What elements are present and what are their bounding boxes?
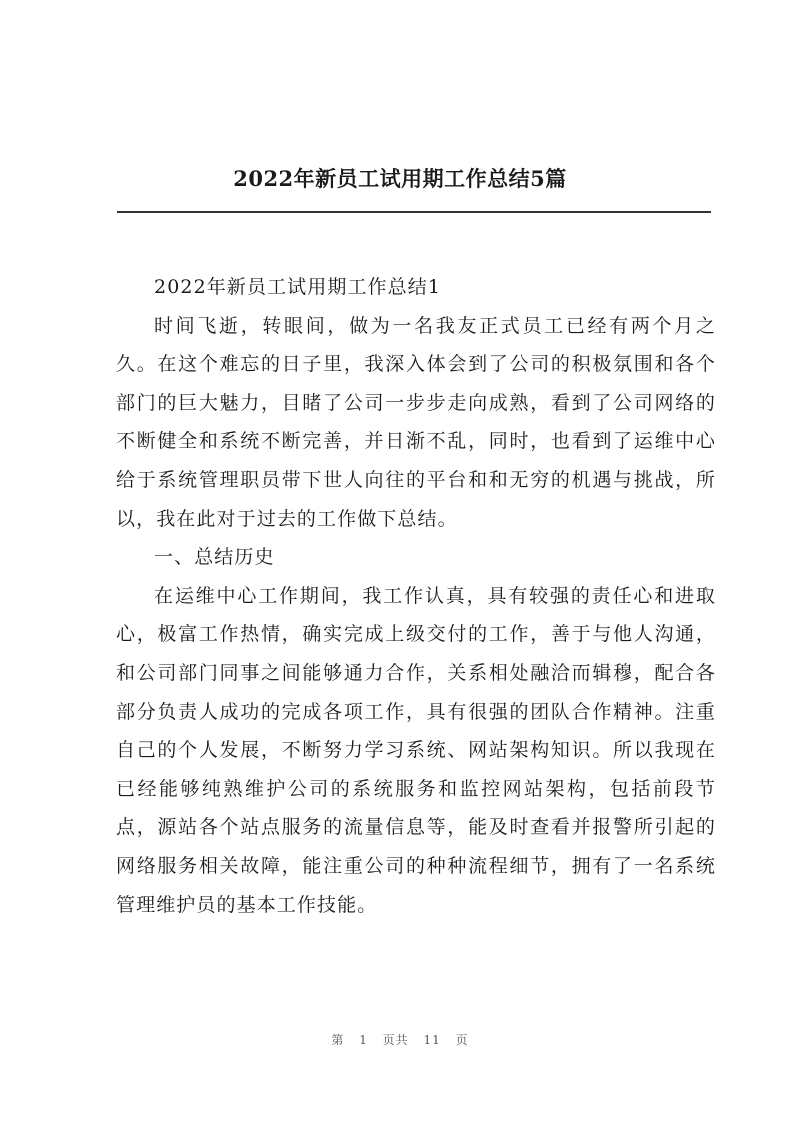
section-paragraph: 在运维中心工作期间，我工作认真，具有较强的责任心和进取心，极富工作热情，确实完成上级交付的工作，善于与他人沟通，和公司部门同事之间能够通力合作，关系相处融洽而辑穆，配合各部分负责人成功的完成各项工作，具有很强的团队合作精神。注重自己的个人发展，不断努力学习系统、网站架构知识。所以我现在已经能够纯熟维护公司的系统服务和监控网站架构，包括前段节点，源站各个站点服务的流量信息等，能及时查看并报警所引起的网络服务相关故障，能注重公司的种种流程细节，拥有了一名系统管理维护员的基本工作技能。 (116, 584, 716, 916)
document-body (116, 268, 716, 924)
footer-page-suffix: 页 (455, 1033, 469, 1047)
title-underline (117, 211, 711, 213)
footer-page-mid: 页共 (382, 1033, 409, 1047)
section-heading: 一、总结历史 (154, 546, 275, 569)
footer-page-prefix: 第 (331, 1033, 345, 1047)
article-subtitle: 2022年新员工试用期工作总结1 (154, 276, 442, 298)
footer-page-number: 1 (359, 1033, 368, 1047)
document-title: 2022年新员工试用期工作总结5篇 (233, 166, 567, 191)
footer-page-total: 11 (423, 1033, 441, 1047)
intro-paragraph: 时间飞逝，转眼间，做为一名我友正式员工已经有两个月之久。在这个难忘的日子里，我深入体会到了公司的积极氛围和各个部门的巨大魅力，目睹了公司一步步走向成熟，看到了公司网络的不断健全和系统不断完善，并日渐不乱，同时，也看到了运维中心给于系统管理职员带下世人向往的平台和和无穷的机遇与挑战，所以，我在此对于过去的工作做下总结。 (116, 314, 716, 530)
page-footer (0, 1031, 800, 1048)
